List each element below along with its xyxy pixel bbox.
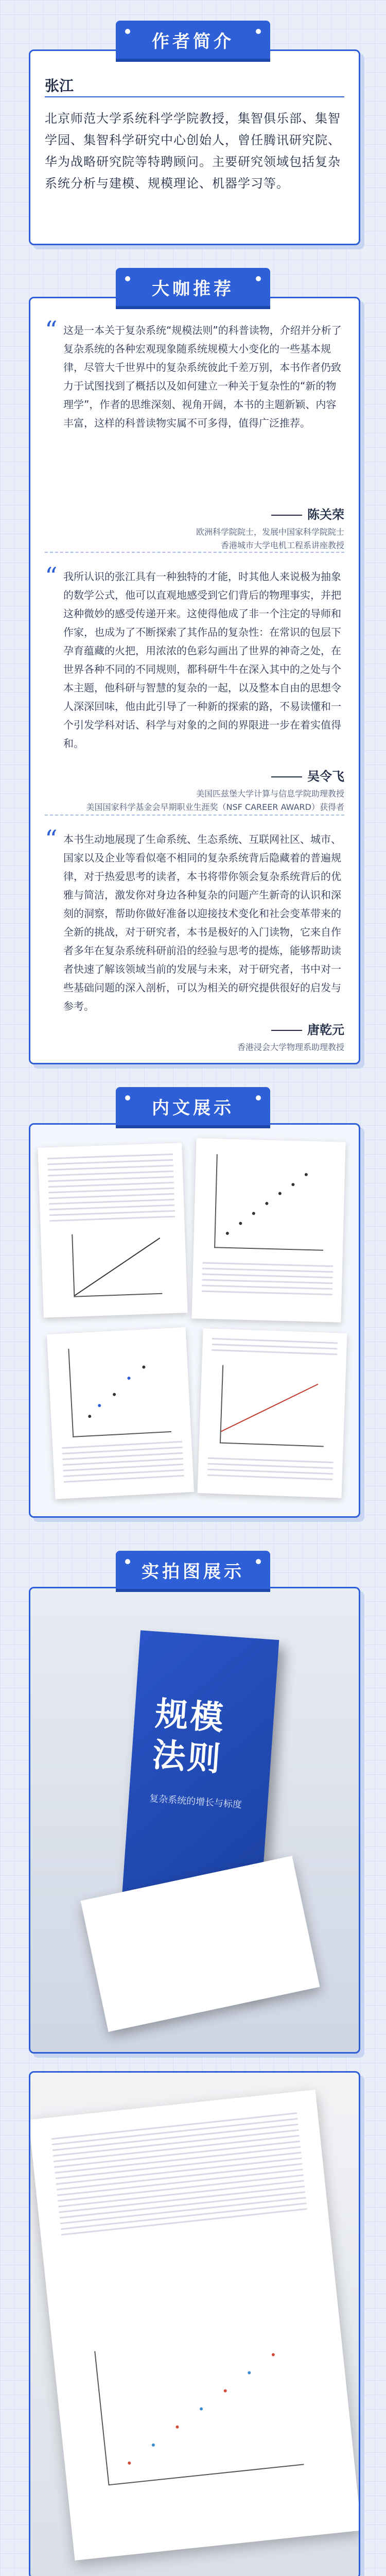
endorser-title: 美国匹兹堡大学计算与信息学院助理教授 美国国家科学基金会早期职业生涯奖（NSF CAREER AWARD）获得者 bbox=[86, 789, 344, 812]
endorsement-text: 我所认识的张江具有一种独特的才能，时其他人来说极为抽象的数学公式，他可以直观地感受到它们背后的物理事实，并把这种微妙的感受传递开来。这使得他成了非一个注定的导师和作家，也成为了不断探索了其作品的复杂性：在常识的包层下孕育蕴藏的火把，用浓浓的色彩勾画出了世界的神奇之处，在世界各种不同的不同规则，都科研牛牛在深入其中的之处与个本主题，他科研与智慧的复杂的一起，以及整本自由的思想令人深深回味，他由此引导了一种新的探索的路，不易读懂和一个引发学科对话、科学与对象的之间的界限进一步在着实值得和。 bbox=[63, 570, 341, 750]
quote-mark-icon: “ bbox=[45, 562, 58, 591]
preview-page-4 bbox=[198, 1328, 347, 1498]
photo-inner-pages bbox=[29, 2071, 360, 2576]
preview-area bbox=[29, 1123, 360, 1518]
text-lines bbox=[202, 1262, 334, 1300]
quote-mark-icon: “ bbox=[45, 316, 58, 345]
author-section bbox=[29, 21, 357, 242]
author-name: 张江 bbox=[45, 77, 74, 94]
endorsement-signature-1 bbox=[128, 504, 344, 552]
text-lines bbox=[47, 1154, 175, 1226]
photos-section bbox=[29, 1551, 357, 2576]
text-lines bbox=[207, 1458, 333, 1484]
author-bio: 北京师范大学系统科学学院教授，集智俱乐部、集智学园、集智科学研究中心创始人，曾任腾讯研究院、华为战略研究院等特聘顾问。主要研究领域包括复杂系统分析与建模、规模理论、机器学习等。 bbox=[45, 111, 341, 191]
quote-mark-icon: “ bbox=[45, 825, 58, 854]
figure-plot bbox=[220, 1365, 326, 1447]
endorsement-3 bbox=[45, 825, 344, 1015]
endorsements-section bbox=[29, 268, 357, 1061]
endorsement-divider bbox=[45, 552, 344, 553]
endorsement-divider bbox=[45, 815, 344, 816]
book-back bbox=[81, 1856, 320, 2032]
figure-plot bbox=[214, 1154, 326, 1250]
text-lines bbox=[62, 1441, 184, 1487]
endorsement-signature-3 bbox=[128, 1020, 344, 1054]
preview-page-2 bbox=[191, 1138, 345, 1322]
author-section-title: 作者简介 bbox=[116, 21, 270, 59]
endorser-name: 吴令飞 bbox=[56, 766, 344, 784]
preview-section bbox=[29, 1087, 357, 1520]
endorsements-card bbox=[29, 297, 360, 1064]
endorsements-section-title: 大咖推荐 bbox=[116, 268, 270, 306]
endorsement-1 bbox=[45, 316, 344, 496]
endorsement-text: 本书生动地展现了生命系统、生态系统、互联网社区、城市、国家以及企业等看似毫不相同的复杂系统背后隐藏着的普遍规律，对于热爱思考的读者，本书将带你领会复杂系统背后的优雅与简洁，激发你对身边各种复杂的问题产生新奇的认识和深刻的洞察，帮助你做好准备以迎接技术变化和社会变革带来的全新的挑战，对于研究者，本书是极好的入门读物，它来自作者多年在复杂系统科研前沿的经验与思考的提炼，能够帮助读者快速了解该领域当前的发展与未来，对于研究者，书中对一些基础问题的深入剖析，可以为相关的研究提供很好的启发与参考。 bbox=[63, 833, 341, 1012]
open-book bbox=[29, 2090, 360, 2561]
endorser-title: 欧洲科学院院士，发展中国家科学院院士 香港城市大学电机工程系讲座教授 bbox=[196, 527, 344, 550]
cover-title: 规模法则 bbox=[151, 1694, 227, 1780]
preview-section-title: 内文展示 bbox=[116, 1087, 270, 1125]
endorsement-signature-2 bbox=[56, 766, 344, 814]
endorsement-2 bbox=[45, 562, 344, 753]
cover-subtitle: 复杂系统的增长与标度 bbox=[149, 1793, 242, 1810]
preview-page-3 bbox=[47, 1327, 194, 1499]
endorsement-text: 这是一本关于复杂系统“规模法则”的科普读物，介绍并分析了复杂系统的各种宏观现象随系统规模大小变化的一些基本规律，尽管大千世界中的复杂系统彼此千差万别，本书作者仍致力于试图找到了概括以及如何建立一种关于复杂性的“新的物理学”，作者的思维深刻、视角开阔，本书的主题新颖、内容丰富，这样的科普读物实属不可多得，值得广泛推荐。 bbox=[63, 324, 342, 429]
author-divider bbox=[45, 96, 344, 97]
photo-cover bbox=[29, 1587, 360, 2054]
endorser-name: 陈关荣 bbox=[128, 504, 344, 522]
figure-plot bbox=[68, 1344, 171, 1437]
preview-page-1 bbox=[38, 1143, 187, 1318]
text-lines bbox=[51, 2112, 308, 2240]
text-lines bbox=[212, 1338, 338, 1359]
endorser-title: 香港浸会大学物理系助理教授 bbox=[237, 1042, 344, 1052]
figure-plot bbox=[94, 2331, 304, 2485]
endorser-name: 唐乾元 bbox=[128, 1020, 344, 1038]
author-card bbox=[29, 49, 360, 245]
photos-section-title: 实拍图展示 bbox=[116, 1551, 270, 1589]
figure-plot bbox=[72, 1231, 162, 1297]
